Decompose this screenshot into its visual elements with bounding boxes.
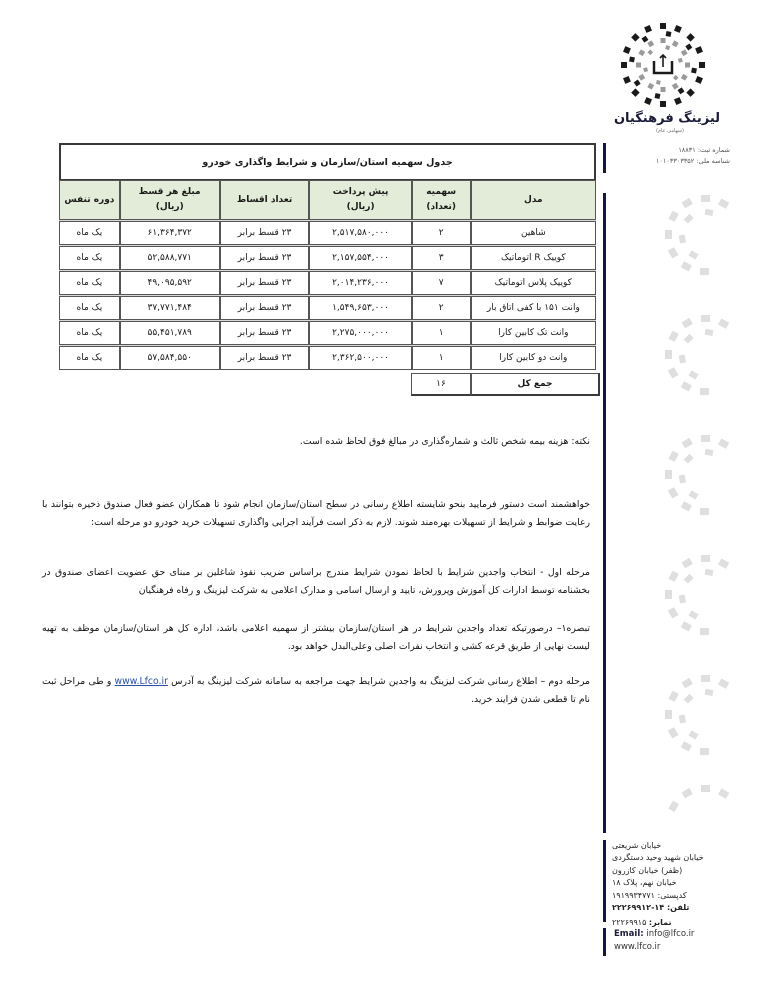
cell-prepayment: ۲,۱۵۷,۵۵۴,۰۰۰ [309,246,411,270]
table-header-row [59,180,596,220]
table-row [59,246,596,270]
cell-amount: ۴۹,۰۹۵,۵۹۲ [120,271,220,295]
phone: تلفن: ۱۴-۲۲۲۶۹۹۱۲ [612,903,690,913]
header-grace-period: دوره تنفس [59,180,120,220]
header-quota: سهمیه (تعداد) [412,180,471,220]
cell-prepayment: ۲,۰۱۴,۲۳۶,۰۰۰ [309,271,411,295]
accent-bar [603,928,606,956]
cell-amount: ۵۲,۵۸۸,۷۷۱ [120,246,220,270]
cell-model: وانت تک کابین کارا [471,321,596,345]
cell-model: کوییک R اتوماتیک [471,246,596,270]
cell-grace: یک ماه [59,346,120,370]
intro-paragraph: خواهشمند است دستور فرمایید بنحو شایسته اطلاع رسانی در سطح استان/سازمان انجام شود تا همکاران عضو فعال صندوق ذخیره بتوانند با رعایت ضوابط و شرایط از تسهیلات بهره‌مند شوند. لازم به ذکر است فرآیند اجرایی واگذاری تسهیلات خرید خودرو دو مرحله است: [42,499,590,528]
cell-prepayment: ۱,۵۴۹,۶۵۳,۰۰۰ [309,296,411,320]
cell-prepayment: ۲,۵۱۷,۵۸۰,۰۰۰ [309,221,411,245]
note-text: نکته: هزینه بیمه شخص ثالث و شماره‌گذاری در مبالغ فوق لحاظ شده است. [299,436,590,447]
cell-quota: ۱ [412,321,471,345]
cell-grace: یک ماه [59,246,120,270]
cell-prepayment: ۲,۲۷۵,۰۰۰,۰۰۰ [309,321,411,345]
cell-prepayment: ۲,۳۶۲,۵۰۰,۰۰۰ [309,346,411,370]
cell-model: وانت ۱۵۱ با کفی اتاق بار [471,296,596,320]
total-value: ۱۶ [411,373,471,396]
company-logo-icon [608,22,718,108]
website-link[interactable]: www.Lfco.ir [114,676,168,687]
email-address: info@lfco.ir [646,929,695,939]
stage-one-paragraph: مرحله اول - انتخاب واجدین شرایط با لحاظ نمودن شرایط مندرج براساس ضریب نفوذ شاغلین بر مبنای حق عضویت اعضای صندوق در بخشنامه توسط ادارات کل آموزش وپرورش، تایید و ارسال اسامی و مدارک اعلامی به شرکت لیزینگ و رفاه فرهنگیان [42,567,590,596]
website: www.lfco.ir [614,942,661,952]
address-block [612,840,732,930]
fax-number: ۲۲۲۶۹۹۱۵ [612,918,647,928]
cell-quota: ۲ [412,221,471,245]
address-line: خیابان نهم، پلاک ۱۸ [612,878,677,888]
cell-quota: ۷ [412,271,471,295]
header-installment-amount: مبلغ هر قسط (ریال) [120,180,220,220]
table-title: جدول سهمیه استان/سازمان و شرایط واگذاری خودرو [59,143,596,180]
accent-bar [603,193,606,833]
address-line: خیابان شریعتی [612,841,662,850]
cell-quota: ۲ [412,296,471,320]
address-line: (ظفر) خیابان کازرون [612,865,683,875]
cell-installments: ۲۳ قسط برابر [220,346,310,370]
email-label: Email: [614,929,644,939]
cell-grace: یک ماه [59,221,120,245]
stage-two-text: مرحله دوم – اطلاع رسانی شرکت لیزینگ به واجدین شرایط جهت مراجعه به سامانه شرکت لیزینگ به آدرس [167,676,590,687]
cell-installments: ۲۳ قسط برابر [220,321,310,345]
national-id: شناسه ملی: ۱۰۱۰۳۳۰۳۳۵۲ [655,157,730,165]
header-model: مدل [471,180,596,220]
cell-model: کوییک پلاس اتوماتیک [471,271,596,295]
cell-installments: ۲۳ قسط برابر [220,296,310,320]
table-row [59,221,596,245]
total-row [411,373,600,396]
table-row [59,296,596,320]
fax-label: نمابر: [648,918,672,928]
cell-installments: ۲۳ قسط برابر [220,246,310,270]
note-one-paragraph: تبصره۱– درصورتیکه تعداد واجدین شرایط در هر استان/سازمان بیشتر از سهمیه اعلامی باشد، اداره کل هر استان/سازمان موظف به تهیه لیست نهایی از طریق قرعه کشی و انتخاب نفرات اصلی وعلی‌البدل خواهد بود. [42,623,590,652]
cell-quota: ۳ [412,246,471,270]
header-installments-count: تعداد اقساط [220,180,310,220]
stage-two-text-end: و طی مراحل ثبت نام تا قطعی شدن فرایند خرید. [42,676,590,705]
header-prepayment: پیش پرداخت (ریال) [309,180,411,220]
brand-subtitle: (سهامی عام) [656,128,684,134]
address-line: خیابان شهید وحید دستگردی [612,853,704,863]
cell-model: شاهین [471,221,596,245]
cell-grace: یک ماه [59,321,120,345]
accent-bar [603,840,606,922]
cell-grace: یک ماه [59,296,120,320]
cell-installments: ۲۳ قسط برابر [220,221,310,245]
total-label: جمع کل [471,373,600,396]
decorative-pattern-icon [645,165,745,845]
cell-model: وانت دو کابین کارا [471,346,596,370]
contact-block [614,928,734,954]
cell-amount: ۳۷,۷۷۱,۴۸۴ [120,296,220,320]
registration-number: شماره ثبت: ۱۸۸۳۱ [678,146,730,154]
table-row [59,346,596,370]
accent-bar [603,143,606,173]
cell-installments: ۲۳ قسط برابر [220,271,310,295]
postal-code: کدپستی: ۱۹۱۹۹۳۴۷۷۱ [612,890,687,900]
vehicle-quota-table [59,143,596,370]
registration-info [610,145,730,167]
brand-name: لیزینگ فرهنگیان [613,111,721,126]
cell-amount: ۵۷,۵۸۴,۵۵۰ [120,346,220,370]
stage-two-paragraph [42,673,590,708]
quota-table [59,180,596,370]
cell-quota: ۱ [412,346,471,370]
table-row [59,271,596,295]
cell-amount: ۵۵,۴۵۱,۷۸۹ [120,321,220,345]
cell-grace: یک ماه [59,271,120,295]
table-row [59,321,596,345]
cell-amount: ۶۱,۳۶۴,۳۷۲ [120,221,220,245]
